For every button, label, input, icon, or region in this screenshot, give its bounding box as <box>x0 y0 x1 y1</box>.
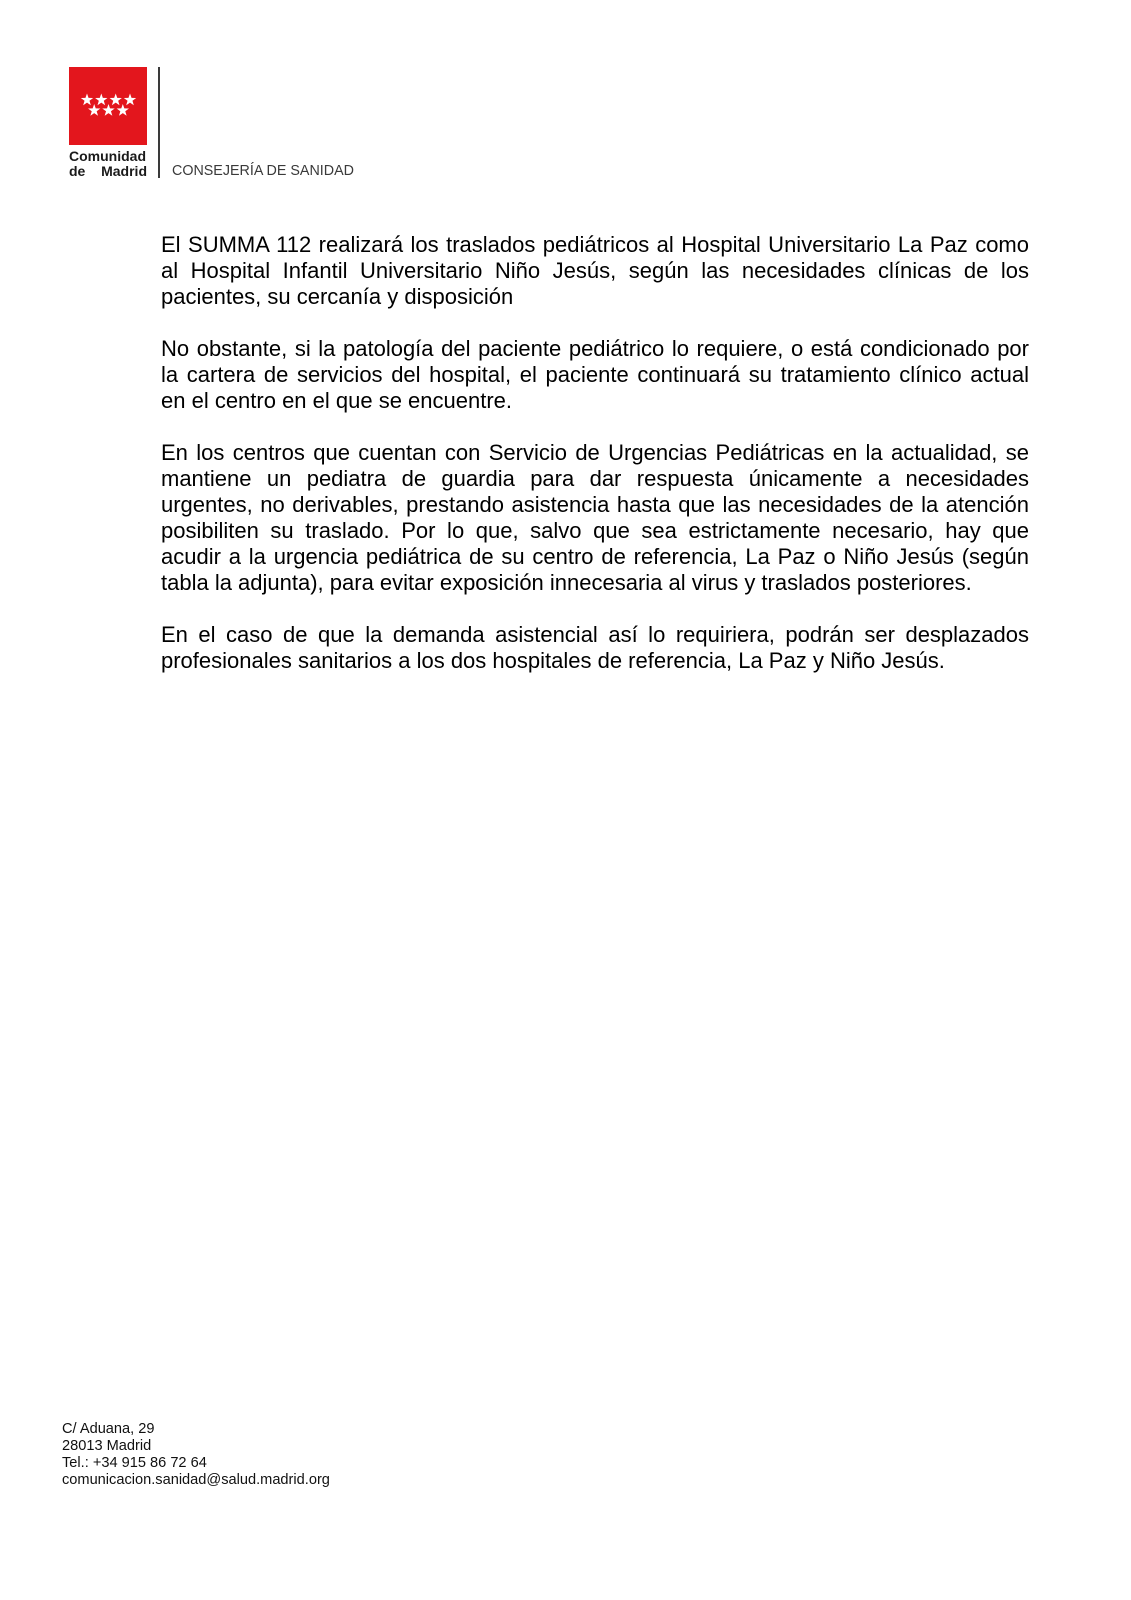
footer-contact <box>62 1421 330 1489</box>
text-line: pacientes, su cercanía y disposición <box>161 284 514 309</box>
text-line: al Hospital Infantil Universitario Niño Jesús, según las necesidades clínicas de los <box>161 258 1029 283</box>
text-line: No obstante, si la patología del paciente pediátrico lo requiere, o está condicionado por <box>161 336 1029 361</box>
document-body <box>161 232 1029 700</box>
text-line: tabla la adjunta), para evitar exposición innecesaria al virus y traslados posteriores. <box>161 570 972 595</box>
footer-phone: Tel.: +34 915 86 72 64 <box>62 1455 207 1471</box>
logo-emblem <box>69 67 147 145</box>
paragraph <box>161 622 1029 674</box>
text-line: En el caso de que la demanda asistencial así lo requiriera, podrán ser desplazados <box>161 622 1029 647</box>
logo-wordmark <box>69 149 147 179</box>
header-divider <box>158 67 160 178</box>
comunidad-madrid-logo <box>69 67 147 145</box>
logo-line-de-madrid: de Madrid <box>69 163 147 179</box>
text-line: posibiliten su traslado. Por lo que, salvo que sea estrictamente necesario, hay que <box>161 518 1029 543</box>
text-line: acudir a la urgencia pediátrica de su centro de referencia, La Paz o Niño Jesús (según <box>161 544 1029 569</box>
text-line: profesionales sanitarios a los dos hospitales de referencia, La Paz y Niño Jesús. <box>161 648 945 673</box>
text-line: En los centros que cuentan con Servicio de Urgencias Pediátricas en la actualidad, se <box>161 440 1029 465</box>
text-line: mantiene un pediatra de guardia para dar respuesta únicamente a necesidades <box>161 466 1029 491</box>
footer-address: C/ Aduana, 29 <box>62 1421 155 1437</box>
footer-email: comunicacion.sanidad@salud.madrid.org <box>62 1472 330 1488</box>
text-line: en el centro en el que se encuentre. <box>161 388 513 413</box>
logo-line-comunidad: Comunidad <box>69 148 146 164</box>
paragraph <box>161 336 1029 414</box>
text-line: El SUMMA 112 realizará los traslados pediátricos al Hospital Universitario La Paz como <box>161 232 1029 257</box>
footer-postal-code: 28013 Madrid <box>62 1438 152 1454</box>
department-name: CONSEJERÍA DE SANIDAD <box>172 163 354 179</box>
paragraph <box>161 440 1029 596</box>
text-line: la cartera de servicios del hospital, el paciente continuará su tratamiento clínico actual <box>161 362 1029 387</box>
paragraph <box>161 232 1029 310</box>
text-line: urgentes, no derivables, prestando asistencia hasta que las necesidades de la atención <box>161 492 1029 517</box>
